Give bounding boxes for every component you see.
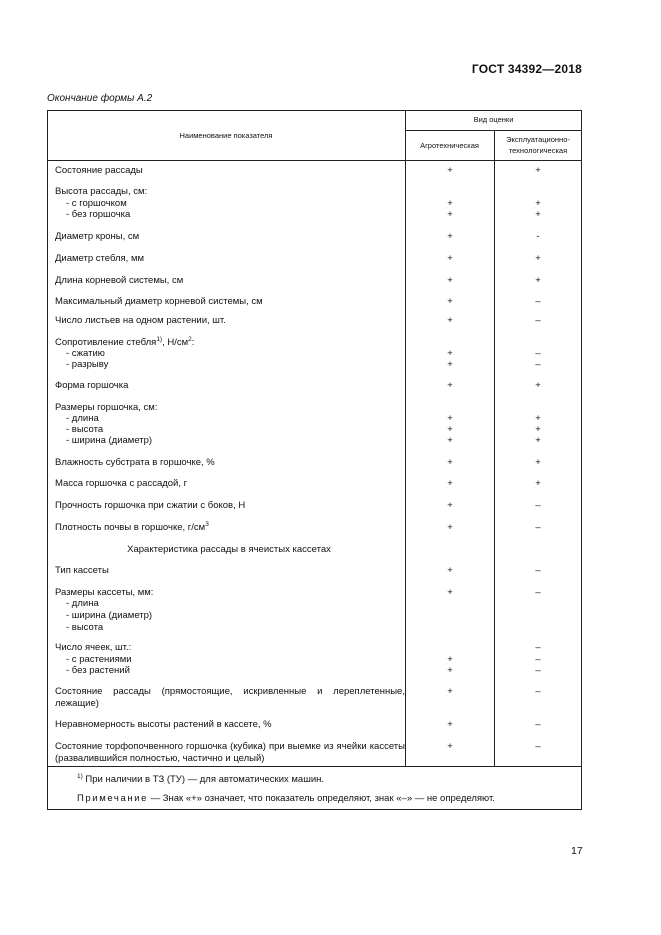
mark-exp: – [535,587,541,598]
mark-exp: + [535,165,541,176]
row-name: Высота рассады, см: [55,186,148,197]
mark-exp: – [535,665,541,676]
row-name: Состояние рассады (прямостоящие, искривленные и лереплетенные, лежащие) [55,686,405,709]
note-label: Примечание [77,793,148,804]
form-caption: Окончание формы А.2 [47,93,153,104]
mark-agro: + [447,315,453,326]
mark-agro: + [447,209,453,220]
row-name-text: Сопротивление стебля [55,337,157,348]
row-name-text: Плотность почвы в горшочке, г/см [55,522,206,533]
mark-exp: – [535,522,541,533]
unit-exponent: 2 [188,335,192,343]
mark-agro: + [447,165,453,176]
mark-agro: + [447,253,453,264]
row-subitem: - с растениями [66,654,132,665]
row-name: Влажность субстрата в горшочке, % [55,457,215,468]
row-subitem: - без горшочка [66,209,131,220]
mark-agro: + [447,500,453,511]
mark-agro: + [447,478,453,489]
row-name: Масса горшочка с рассадой, г [55,478,188,489]
row-subitem: - длина [66,598,99,609]
row-name-colon: : [191,337,195,348]
row-name: Диаметр стебля, мм [55,253,145,264]
mark-agro: + [447,275,453,286]
row-name: Длина корневой системы, см [55,275,184,286]
mark-agro: + [447,296,453,307]
unit-exponent: 3 [205,520,209,528]
mark-exp: + [535,380,541,391]
section-heading: Характеристика рассады в ячеистых кассетах [127,544,331,555]
mark-exp: – [535,500,541,511]
footnote-ref: 1) [156,335,163,343]
row-subitem: - сжатию [66,348,105,359]
mark-exp: – [535,296,541,307]
row-name: Максимальный диаметр корневой системы, см [55,296,263,307]
mark-exp: + [535,424,541,435]
mark-agro: + [447,686,453,697]
mark-agro: + [447,654,453,665]
row-name: Число листьев на одном растении, шт. [55,315,226,326]
mark-exp: + [535,275,541,286]
row-subitem: - без растений [66,665,130,676]
footnote-text: При наличии в ТЗ (ТУ) — для автоматических машин. [85,774,325,785]
mark-exp: – [535,315,541,326]
footnote [77,774,324,785]
mark-agro: + [447,587,453,598]
mark-agro: + [447,231,453,242]
mark-agro: + [447,665,453,676]
row-subitem: - высота [66,622,104,633]
row-subitem: - высота [66,424,104,435]
mark-exp: + [535,209,541,220]
mark-exp: + [535,198,541,209]
mark-exp: – [535,565,541,576]
column-header-agro: Агротехническая [420,141,479,150]
row-name: Неравномерность высоты растений в кассете, % [55,719,272,730]
row-subitem: - ширина (диаметр) [66,610,153,621]
mark-exp: – [535,654,541,665]
mark-agro: + [447,741,453,752]
column-header-exp-line1: Эксплуатационно- [506,135,570,144]
table-note [77,793,495,804]
mark-agro: + [447,522,453,533]
mark-agro: + [447,424,453,435]
note-text: — Знак «+» означает, что показатель определяют, знак «–» — не определяют. [150,793,495,804]
row-name: Число ячеек, шт.: [55,642,132,653]
header-divider-group [405,130,582,131]
mark-exp: – [535,348,541,359]
column-header-exp-line2: технологическая [508,146,568,155]
mark-agro: + [447,198,453,209]
mark-exp: - [536,231,540,242]
mark-agro: + [447,719,453,730]
column-header-name: Наименование показателя [179,131,273,140]
mark-agro: + [447,435,453,446]
mark-agro: + [447,380,453,391]
mark-exp: + [535,435,541,446]
mark-exp: – [535,741,541,752]
row-name: Диаметр кроны, см [55,231,140,242]
row-name: Форма горшочка [55,380,129,391]
mark-exp: – [535,642,541,653]
column-divider-1 [405,110,406,766]
mark-exp: + [535,253,541,264]
mark-agro: + [447,457,453,468]
row-subitem: - длина [66,413,99,424]
row-name-unit: , Н/см [162,337,189,348]
mark-exp: + [535,413,541,424]
mark-exp: + [535,478,541,489]
row-name: Состояние торфопочвенного горшочка (кубика) при выемке из ячейки кассеты (развалившийся полностью, частично и целый) [55,741,405,764]
mark-exp: – [535,686,541,697]
row-name: Прочность горшочка при сжатии с боков, Н [55,500,246,511]
mark-exp: – [535,719,541,730]
mark-exp: + [535,457,541,468]
mark-agro: + [447,565,453,576]
row-subitem: - разрыву [66,359,109,370]
row-name: Размеры горшочка, см: [55,402,158,413]
footnote-mark: 1) [77,772,83,780]
mark-agro: + [447,359,453,370]
row-name [55,522,209,534]
row-name: Размеры кассеты, мм: [55,587,154,598]
page-number: 17 [571,845,583,857]
row-subitem: - с горшочком [66,198,127,209]
mark-agro: + [447,413,453,424]
row-subitem: - ширина (диаметр) [66,435,153,446]
column-divider-2 [494,130,495,766]
standard-header: ГОСТ 34392—2018 [471,62,582,76]
table-body-bottom-line [47,766,582,767]
header-bottom-line [47,160,582,161]
mark-agro: + [447,348,453,359]
column-header-exp [494,134,582,156]
row-name: Тип кассеты [55,565,109,576]
mark-exp: – [535,359,541,370]
column-header-group: Вид оценки [473,115,514,124]
row-name: Состояние рассады [55,165,143,176]
